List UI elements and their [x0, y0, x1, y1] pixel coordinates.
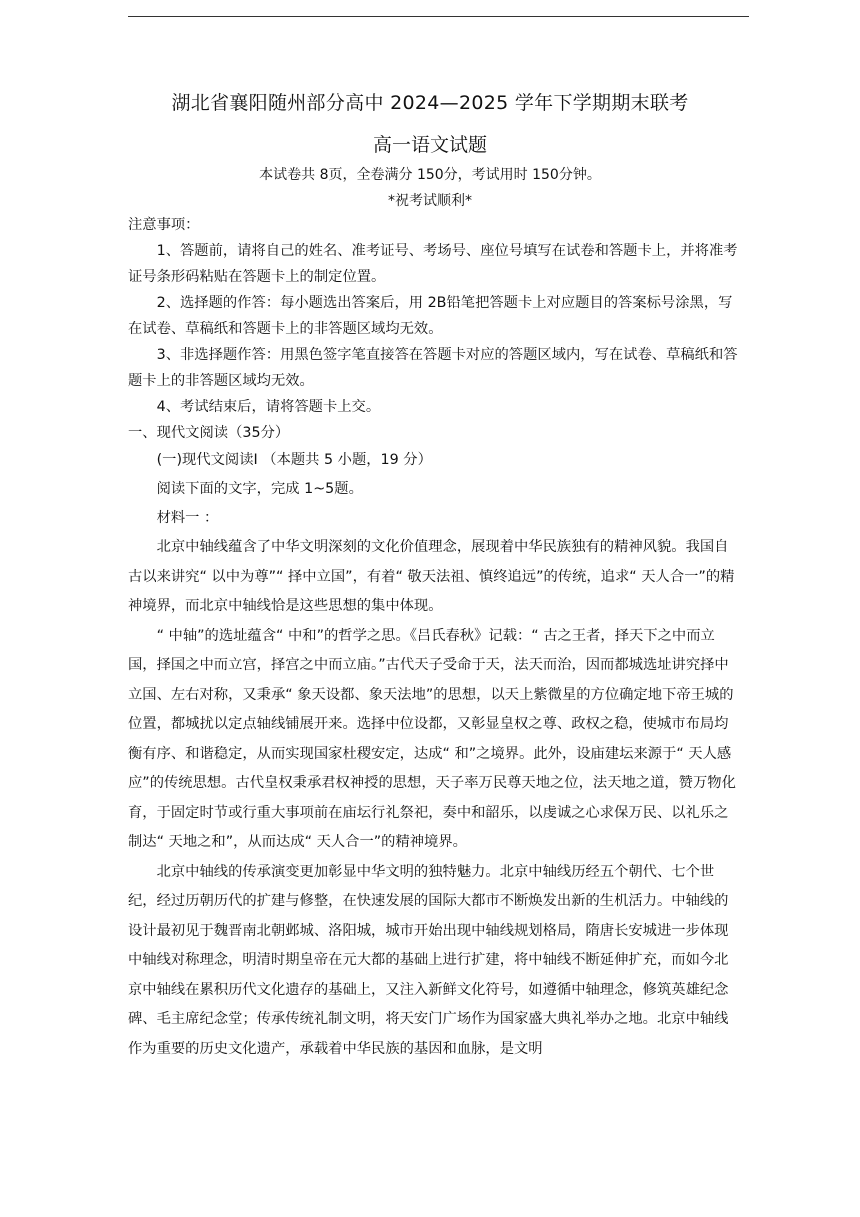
material-text — [128, 533, 742, 1064]
subsection-heading: (一)现代文阅读Ⅰ （本题共 5 小题，19 分） — [156, 452, 432, 468]
notice-item-1: 1、答题前，请将自己的姓名、准考证号、考场号、座位号填写在试卷和答题卡上，并将准考证号条形码粘贴在答题卡上的制定位置。 — [128, 243, 738, 285]
exam-title: 湖北省襄阳随州部分高中 2024—2025 学年下学期期末联考 — [171, 92, 689, 114]
reading-instruction: 阅读下面的文字，完成 1~5题。 — [156, 481, 363, 497]
notice-item-3: 3、非选择题作答：用黑色签字笔直接答在答题卡对应的答题区域内，写在试卷、草稿纸和答题卡上的非答题区域均无效。 — [128, 347, 738, 389]
good-luck-text: *祝考试顺利* — [388, 193, 472, 209]
paragraph: “ 中轴”的选址蕴含“ 中和”的哲学之思。《吕氏春秋》记载：“ 古之王者，择天下之中而立国，择国之中而立宫，择宫之中而立庙。”古代天子受命于天，法天而治，因而都城选址讲究择中立国、左右对称，又秉承“ 象天设都、象天法地”的思想，以天上紫微星的方位确定地下帝王城的位置，都城扰以定点轴线铺展开来。选择中位设都，又彰显皇权之尊、政权之稳，使城市布局均衡有序、和谐稳定，从而实现国家杜稷安定，达成“ 和”之境界。此外，设庙建坛来源于“ 天人感应”的传统思想。古代皇权秉承君权神授的思想，天子率万民尊天地之位，法天地之道，赞万物化育，于固定时节或行重大事项前在庙坛行礼祭祀，奏中和韶乐，以虔诚之心求保万民、以礼乐之制达“ 天地之和”，从而达成“ 天人合一”的精神境界。 — [128, 627, 736, 850]
exam-subtitle: 高一语文试题 — [372, 134, 487, 156]
paragraph: 北京中轴线蕴含了中华文明深刻的文化价值理念，展现着中华民族独有的精神风貌。我国自古以来讲究“ 以中为尊”“ 择中立国”，有着“ 敬天法祖、慎终追远”的传统，追求“ 天人合一”的精神境界，而北京中轴线恰是这些思想的集中体现。 — [128, 539, 735, 614]
notice-item-4: 4、考试结束后，请将答题卡上交。 — [156, 399, 381, 415]
document-body — [128, 212, 742, 1064]
section-heading: 一、现代文阅读（35分） — [128, 425, 290, 441]
notice-section — [128, 212, 742, 420]
material-label: 材料一 ： — [156, 510, 219, 526]
paragraph: 北京中轴线的传承演变更加彰显中华文明的独特魅力。北京中轴线历经五个朝代、七个世纪，经过历朝历代的扩建与修整，在快速发展的国际大都市不断焕发出新的生机活力。中轴线的设计最初见于魏晋南北朝邺城、洛阳城，城市开始出现中轴线规划格局，隋唐长安城进一步体现中轴线对称理念，明清时期皇帝在元大都的基础上进行扩建，将中轴线不断延伸扩充，而如今北京中轴线在累积历代文化遗存的基础上，又注入新鲜文化符号，如遵循中轴理念，修筑英雄纪念碑、毛主席纪念堂；传承传统礼制文明，将天安门广场作为国家盛大典礼举办之地。北京中轴线作为重要的历史文化遗产，承载着中华民族的基因和血脉，是文明 — [128, 863, 729, 1057]
exam-info: 本试卷共 8页，全卷满分 150分，考试用时 150分钟。 — [259, 167, 601, 183]
notice-heading: 注意事项： — [128, 217, 200, 233]
header-rule — [128, 16, 749, 17]
notice-item-2: 2、选择题的作答：每小题选出答案后，用 2B铅笔把答题卡上对应题目的答案标号涂黑，写在试卷、草稿纸和答题卡上的非答题区域均无效。 — [128, 295, 733, 337]
